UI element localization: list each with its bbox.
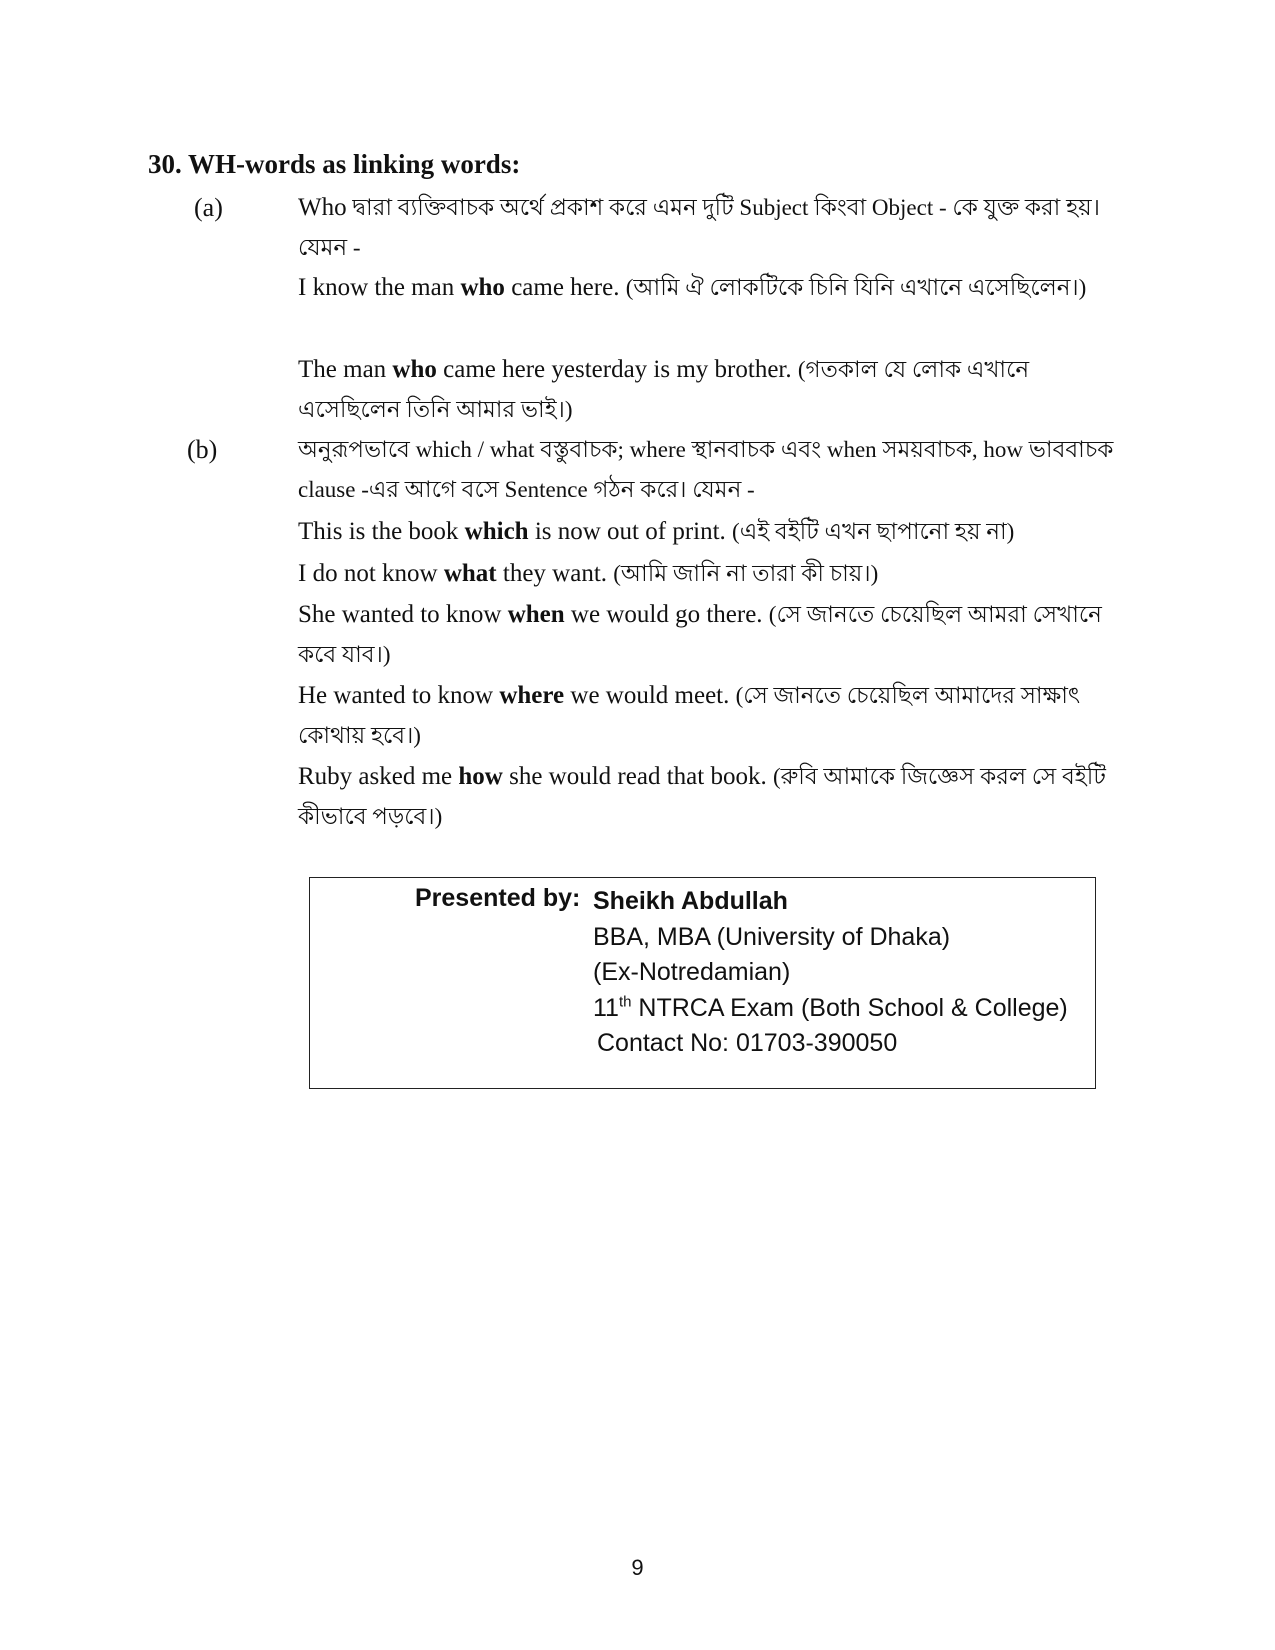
presenter-details: [593, 884, 1068, 1062]
example-text: we would meet.: [564, 682, 736, 709]
example-text: Ruby asked me: [298, 763, 459, 790]
exam-ordinal-suffix: th: [618, 993, 632, 1011]
item-label-b: (b): [187, 435, 218, 464]
example-translation: (রুবি আমাকে জিজ্ঞেস করল সে বইটি কীভাবে পড়বে।): [298, 764, 1106, 829]
example-keyword: when: [507, 601, 565, 628]
presenter-affiliation: (Ex-Notredamian): [593, 958, 791, 986]
presenter-name: Sheikh Abdullah: [593, 887, 788, 915]
example-text: I do not know: [298, 560, 444, 587]
example-keyword: which: [464, 518, 529, 545]
example-text: She wanted to know: [298, 601, 508, 628]
example-text: is now out of print.: [528, 518, 733, 545]
item-b-intro-text: অনুরূপভাবে which / what বস্তুবাচক; where স্থানবাচক এবং when সময়বাচক, how ভাববাচক clause -এর আগে বসে Sentence গঠন করে। যেমন -: [298, 437, 1114, 502]
presenter-label: Presented by:: [415, 884, 581, 912]
example-text: she would read that book.: [502, 763, 773, 790]
item-label-a: (a): [194, 193, 223, 222]
example-translation: (সে জানতে চেয়েছিল আমরা সেখানে কবে যাব।): [298, 602, 1102, 667]
example-keyword: how: [458, 763, 503, 790]
example-text: He wanted to know: [298, 682, 500, 709]
exam-text: NTRCA Exam (Both School & College): [631, 993, 1068, 1022]
example-text: The man: [298, 356, 393, 383]
example-translation: (আমি ঐ লোকটিকে চিনি যিনি এখানে এসেছিলেন।): [625, 275, 1087, 300]
exam-ordinal: 11: [593, 993, 619, 1022]
example-keyword: who: [460, 274, 505, 301]
item-a-intro-lead: Who: [298, 194, 347, 221]
example-translation: (সে জানতে চেয়েছিল আমাদের সাক্ষাৎ কোথায় হবে।): [298, 683, 1081, 748]
presenter-exam: [593, 991, 1068, 1027]
page-number: 9: [631, 1555, 644, 1580]
example-text: I know the man: [298, 274, 461, 301]
presenter-contact: Contact No: 01703-390050: [597, 1029, 898, 1057]
example-keyword: who: [392, 356, 437, 383]
section-title: 30. WH-words as linking words:: [148, 149, 521, 179]
item-b-intro: [298, 430, 1118, 510]
presenter-degree: BBA, MBA (University of Dhaka): [593, 922, 951, 951]
example-sentence: [298, 268, 1118, 308]
item-a-intro-rest: দ্বারা ব্যক্তিবাচক অর্থে প্রকাশ করে এমন দুটি Subject কিংবা Object - কে যুক্ত করা হয়। যেমন -: [298, 195, 1100, 260]
example-text: came here.: [504, 274, 626, 301]
example-translation: (গতকাল যে লোক এখানে এসেছিলেন তিনি আমার ভাই।): [298, 357, 1030, 422]
example-text: came here yesterday is my brother.: [436, 356, 798, 383]
example-keyword: what: [443, 560, 497, 587]
presenter-box: [309, 877, 1096, 1089]
example-translation: (আমি জানি না তারা কী চায়।): [613, 561, 879, 586]
example-sentence: [298, 350, 1118, 430]
example-sentence: [298, 554, 1118, 594]
example-text: they want.: [496, 560, 614, 587]
example-text: we would go there.: [564, 601, 769, 628]
example-sentence: [298, 757, 1118, 837]
example-keyword: where: [499, 682, 565, 709]
example-sentence: [298, 595, 1118, 675]
item-a-intro: [298, 188, 1118, 268]
example-text: This is the book: [298, 518, 465, 545]
example-sentence: [298, 512, 1118, 552]
example-translation: (এই বইটি এখন ছাপানো হয় না): [732, 519, 1015, 544]
example-sentence: [298, 676, 1118, 756]
